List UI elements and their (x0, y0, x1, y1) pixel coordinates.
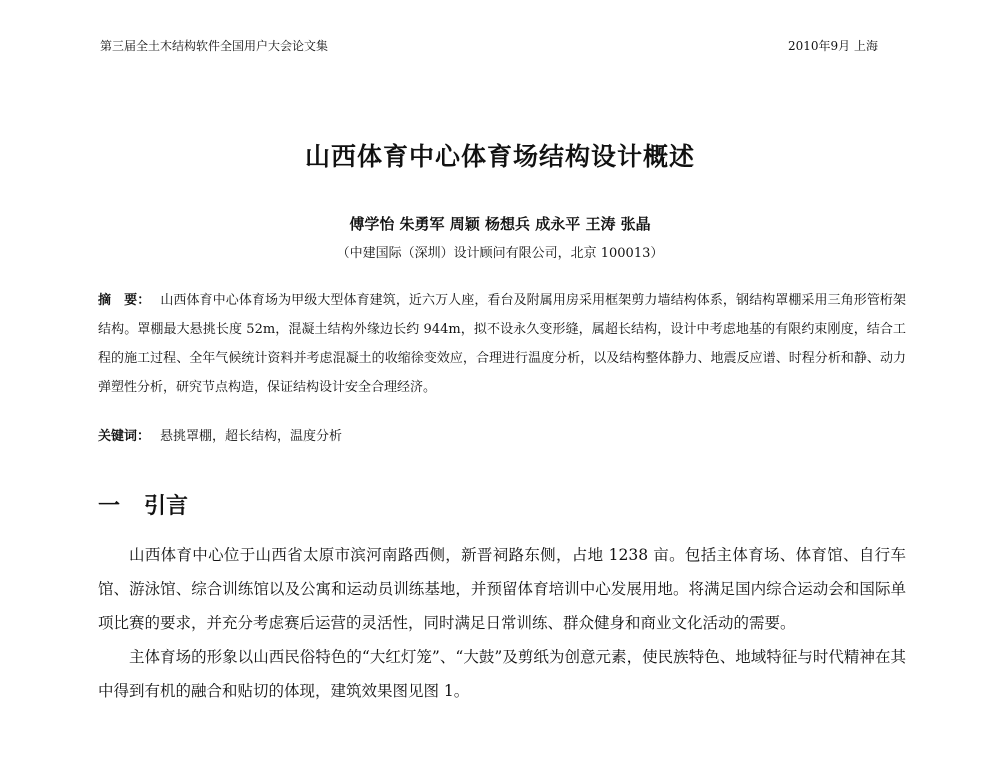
proceedings-title: 第三届全土木结构软件全国用户大会论文集 (100, 39, 329, 53)
section-number: 一 (98, 494, 121, 519)
keywords-text: 悬挑罩棚，超长结构，温度分析 (160, 429, 343, 444)
author-list: 傅学怡 朱勇军 周颖 杨想兵 成永平 王涛 张晶 (349, 215, 651, 233)
body-text (98, 538, 906, 708)
paragraph: 主体育场的形象以山西民俗特色的“大红灯笼”、“大鼓”及剪纸为创意元素，使民族特色、地域特征与时代精神在其中得到有机的融合和贴切的体现，建筑效果图见图 1。 (98, 648, 906, 700)
keywords-label: 关键词： (98, 429, 151, 444)
author-affiliation: （中建国际（深圳）设计顾问有限公司，北京 100013） (336, 246, 664, 261)
abstract-label: 摘 要： (98, 293, 151, 308)
paragraph: 山西体育中心位于山西省太原市滨河南路西侧，新晋祠路东侧，占地 1238 亩。包括主体育场、体育馆、自行车馆、游泳馆、综合训练馆以及公寓和运动员训练基地，并预留体育培训中心发展用地。将满足国内综合运动会和国际单项比赛的要求，并充分考虑赛后运营的灵活性，同时满足日常训练、群众健身和商业文化活动的需要。 (98, 546, 906, 632)
section-title: 引言 (144, 494, 189, 519)
publication-date-location: 2010年9月 上海 (788, 39, 878, 53)
abstract-text: 山西体育中心体育场为甲级大型体育建筑，近六万人座，看台及附属用房采用框架剪力墙结构体系，钢结构罩棚采用三角形管桁架结构。罩棚最大悬挑长度 52m，混凝土结构外缘边长约 944m，拟不设永久变形缝，属超长结构，设计中考虑地基的有限约束刚度，结合工程的施工过程、全年气候统计资料并考虑混凝土的收缩徐变效应，合理进行温度分析，以及结构整体静力、地震反应谱、时程分析和静、动力弹塑性分析，研究节点构造，保证结构设计安全合理经济。 (98, 293, 906, 395)
keywords (98, 427, 906, 447)
paper-title: 山西体育中心体育场结构设计概述 (304, 142, 695, 171)
abstract (98, 286, 906, 402)
section-heading (98, 492, 188, 522)
